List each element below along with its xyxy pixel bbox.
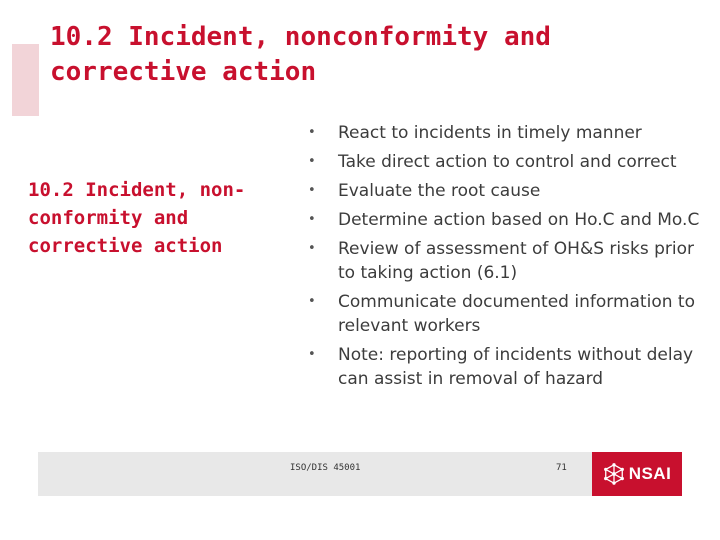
bullet-text: Take direct action to control and correct <box>338 152 677 172</box>
page-number: 71 <box>556 463 567 473</box>
nsai-network-icon <box>603 463 625 485</box>
bullet-text: Determine action based on Ho.C and Mo.C <box>338 210 700 230</box>
bullet-item <box>306 150 706 174</box>
footer-bar <box>38 452 682 496</box>
slide-title: 10.2 Incident, nonconformity and corrective action <box>50 22 551 87</box>
bullet-dot-icon: • <box>308 154 316 169</box>
slide-subtitle: 10.2 Incident, non-conformity and corrective action <box>28 179 246 257</box>
bullet-item <box>306 208 706 232</box>
bullet-dot-icon: • <box>308 347 316 362</box>
bullet-item <box>306 121 706 145</box>
bullet-text: React to incidents in timely manner <box>338 123 642 143</box>
bullet-item <box>306 343 706 391</box>
bullet-list <box>306 121 706 396</box>
logo-text: NSAI <box>628 464 672 483</box>
bullet-item <box>306 237 706 285</box>
bullet-dot-icon: • <box>308 241 316 256</box>
bullet-item <box>306 290 706 338</box>
bullet-dot-icon: • <box>308 183 316 198</box>
footer-label: ISO/DIS 45001 <box>290 463 361 473</box>
bullet-text: Evaluate the root cause <box>338 181 541 201</box>
title-accent-bar <box>0 44 39 116</box>
bullet-text: Note: reporting of incidents without delay can assist in removal of hazard <box>338 345 694 389</box>
bullet-dot-icon: • <box>308 125 316 140</box>
nsai-logo <box>592 452 682 496</box>
bullet-dot-icon: • <box>308 212 316 227</box>
bullet-dot-icon: • <box>308 294 316 309</box>
bullet-item <box>306 179 706 203</box>
bullet-text: Review of assessment of OH&S risks prior to taking action (6.1) <box>338 239 694 283</box>
bullet-text: Communicate documented information to relevant workers <box>338 292 695 336</box>
